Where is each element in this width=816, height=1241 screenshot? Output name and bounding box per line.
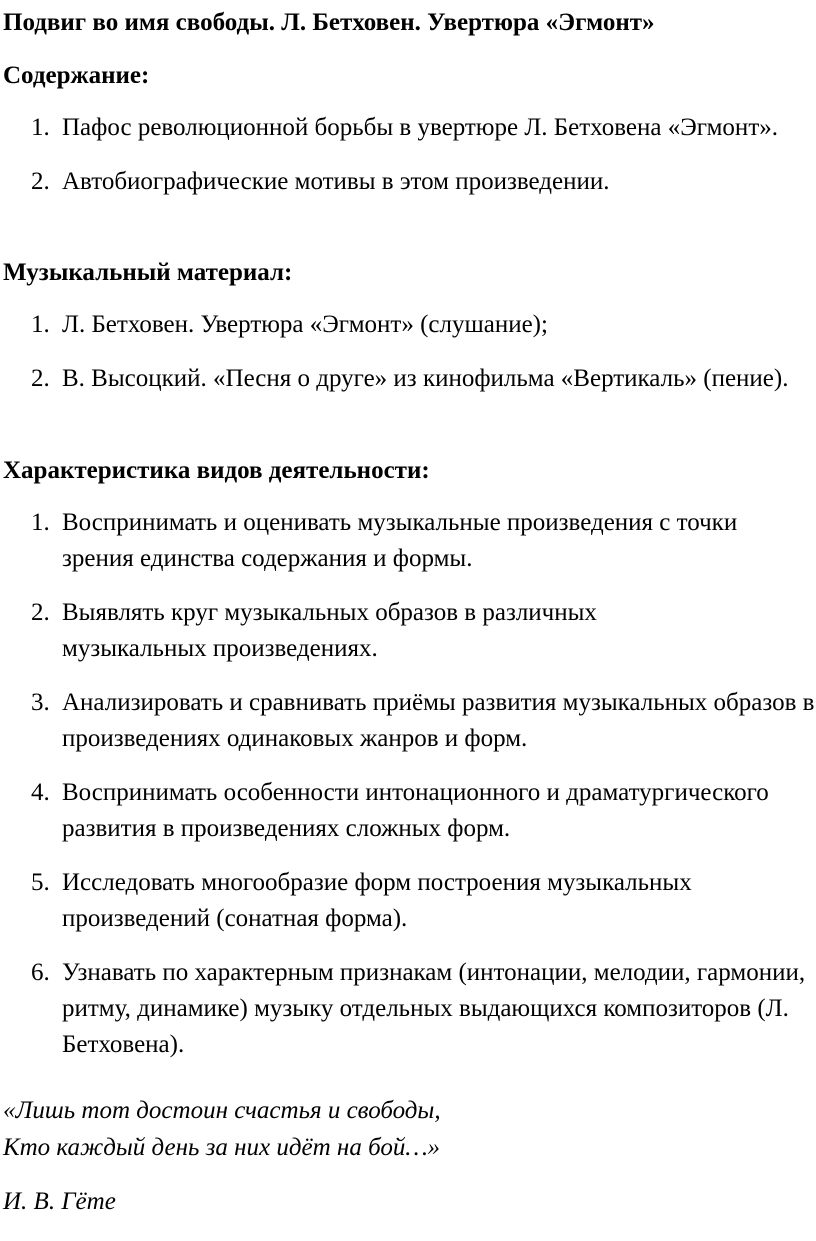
list-item: 3. Анализировать и сравнивать приёмы развития музыкальных образов в произведениях одинаковых жанров и форм. [31, 689, 815, 752]
activities-list [3, 505, 815, 1081]
epigraph-line-2: Кто каждый день за них идёт на бой…» [3, 1134, 441, 1161]
section-heading-content: Содержание: [3, 62, 150, 89]
document-title: Подвиг во имя свободы. Л. Бетховен. Увертюра «Эгмонт» [3, 9, 655, 36]
music-material-list [3, 307, 809, 415]
content-list [3, 110, 809, 218]
list-item: 2. В. Высоцкий. «Песня о друге» из кинофильма «Вертикаль» (пение). [31, 365, 789, 392]
section-heading-music-material: Музыкальный материал: [3, 259, 293, 286]
list-item: 6. Узнавать по характерным признакам (интонации, мелодии, гармонии, ритму, динамике) музыку отдельных выдающихся композиторов (Л. Бетховена). [31, 959, 806, 1058]
list-item: 2. Автобиографические мотивы в этом произведении. [31, 168, 610, 195]
list-item: 1. Л. Бетховен. Увертюра «Эгмонт» (слушание); [31, 311, 548, 338]
epigraph-author: И. В. Гёте [3, 1188, 116, 1215]
list-item: 4. Воспринимать особенности интонационного и драматургического развития в произведениях сложных форм. [31, 779, 769, 842]
list-item: 2. Выявлять круг музыкальных образов в различных музыкальных произведениях. [31, 599, 597, 662]
epigraph-line-1: «Лишь тот достоин счастья и свободы, [3, 1097, 441, 1124]
list-item: 1. Пафос революционной борьбы в увертюре Л. Бетховена «Эгмонт». [31, 114, 778, 141]
list-item: 1. Воспринимать и оценивать музыкальные произведения с точки зрения единства содержания и формы. [31, 509, 738, 572]
section-heading-activities: Характеристика видов деятельности: [3, 457, 430, 484]
list-item: 5. Исследовать многообразие форм построения музыкальных произведений (сонатная форма). [31, 869, 692, 932]
